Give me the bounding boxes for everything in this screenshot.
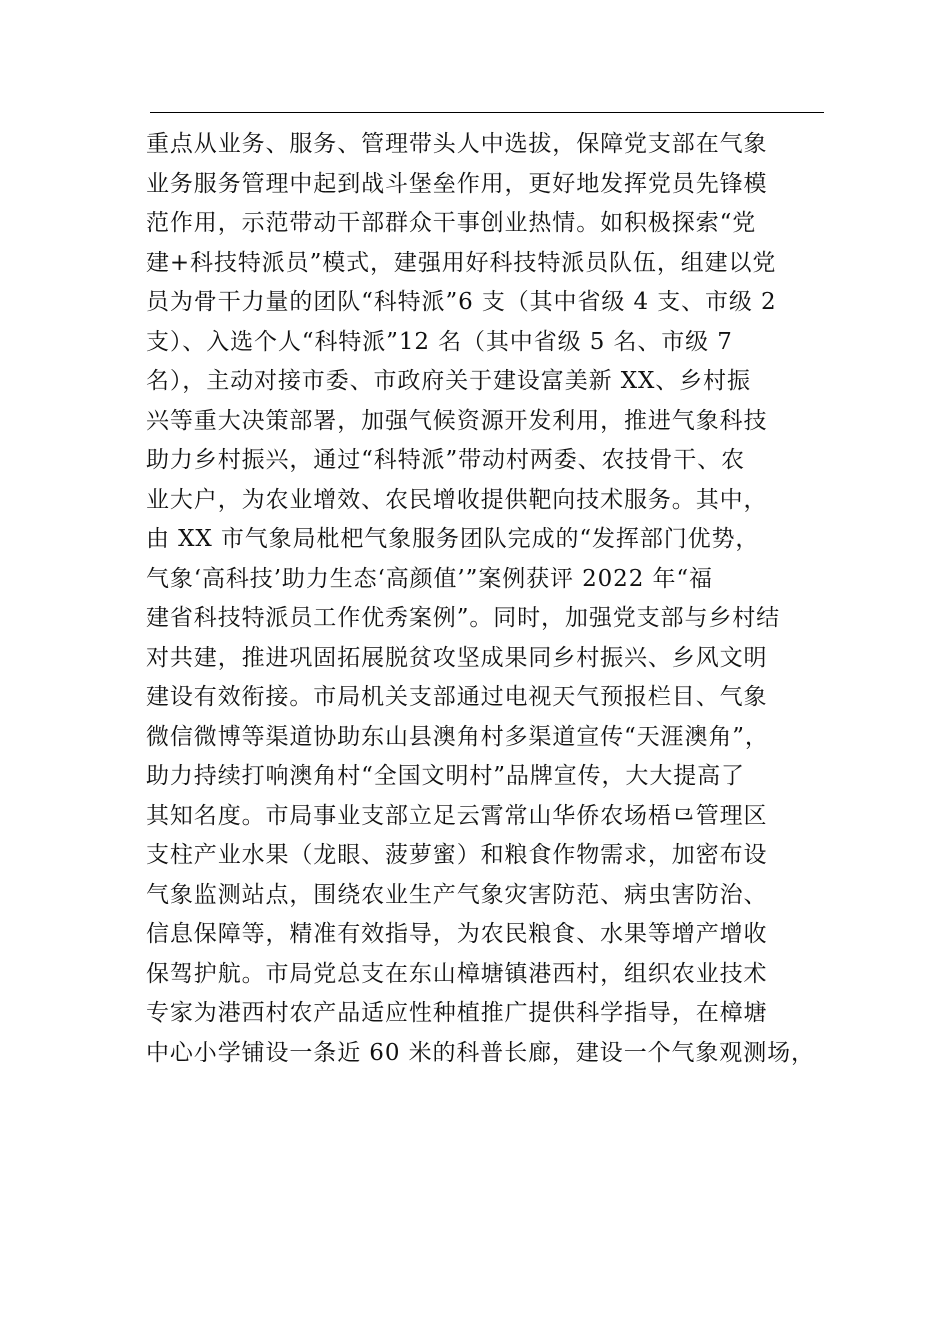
text-line-4: 建+科技特派员”模式，建强用好科技特派员队伍，组建以党 bbox=[146, 249, 777, 276]
text-line-5: 员为骨干力量的团队“科特派”6 支（其中省级 4 支、市级 2 bbox=[146, 289, 777, 315]
body-text bbox=[146, 125, 836, 1073]
text-line-21: 信息保障等，精准有效指导，为农民粮食、水果等增产增收 bbox=[146, 921, 768, 947]
text-line-22: 保驾护航。市局党总支在东山樟塘镇港西村，组织农业技术 bbox=[146, 960, 768, 987]
text-line-9: 助力乡村振兴，通过“科特派”带动村两委、农技骨干、农 bbox=[146, 447, 745, 473]
text-line-15: 建设有效衔接。市局机关支部通过电视天气预报栏目、气象 bbox=[146, 684, 768, 710]
text-line-20: 气象监测站点，围绕农业生产气象灾害防范、病虫害防治、 bbox=[146, 881, 768, 908]
header-rule bbox=[150, 112, 824, 113]
text-line-23: 专家为港西村农产品适应性种植推广提供科学指导，在樟塘 bbox=[146, 1000, 768, 1026]
text-line-10: 业大户，为农业增效、农民增收提供靶向技术服务。其中， bbox=[146, 486, 768, 513]
text-line-11: 由 XX 市气象局枇杷气象服务团队完成的“发挥部门优势， bbox=[146, 526, 760, 552]
text-line-12: 气象‘高科技’助力生态‘高颜值’”案例获评 2022 年“福 bbox=[146, 565, 713, 592]
text-line-2: 业务服务管理中起到战斗堡垒作用，更好地发挥党员先锋模 bbox=[146, 170, 768, 197]
text-line-6: 支）、入选个人“科特派”12 名（其中省级 5 名、市级 7 bbox=[146, 328, 733, 355]
text-line-8: 兴等重大决策部署，加强气候资源开发利用，推进气象科技 bbox=[146, 407, 768, 434]
text-line-3: 范作用，示范带动干部群众干事创业热情。如积极探索“党 bbox=[146, 210, 757, 236]
text-line-16: 微信微博等渠道协助东山县澳角村多渠道宣传“天涯澳角”， bbox=[146, 723, 769, 750]
text-line-17: 助力持续打响澳角村“全国文明村”品牌宣传，大大提高了 bbox=[146, 763, 745, 789]
text-line-1: 重点从业务、服务、管理带头人中选拔，保障党支部在气象 bbox=[146, 131, 768, 157]
text-line-7: 名），主动对接市委、市政府关于建设富美新 XX、乡村振 bbox=[146, 368, 751, 394]
text-line-13: 建省科技特派员工作优秀案例”。同时，加强党支部与乡村结 bbox=[146, 605, 781, 631]
text-line-14: 对共建，推进巩固拓展脱贫攻坚成果同乡村振兴、乡风文明 bbox=[146, 644, 768, 671]
text-line-18: 其知名度。市局事业支部立足云霄常山华侨农场梧⺋管理区 bbox=[146, 802, 768, 829]
text-line-24: 中心小学铺设一条近 60 米的科普长廊，建设一个气象观测场， bbox=[146, 1039, 815, 1066]
text-line-19: 支柱产业水果（龙眼、菠萝蜜）和粮食作物需求，加密布设 bbox=[146, 842, 768, 868]
